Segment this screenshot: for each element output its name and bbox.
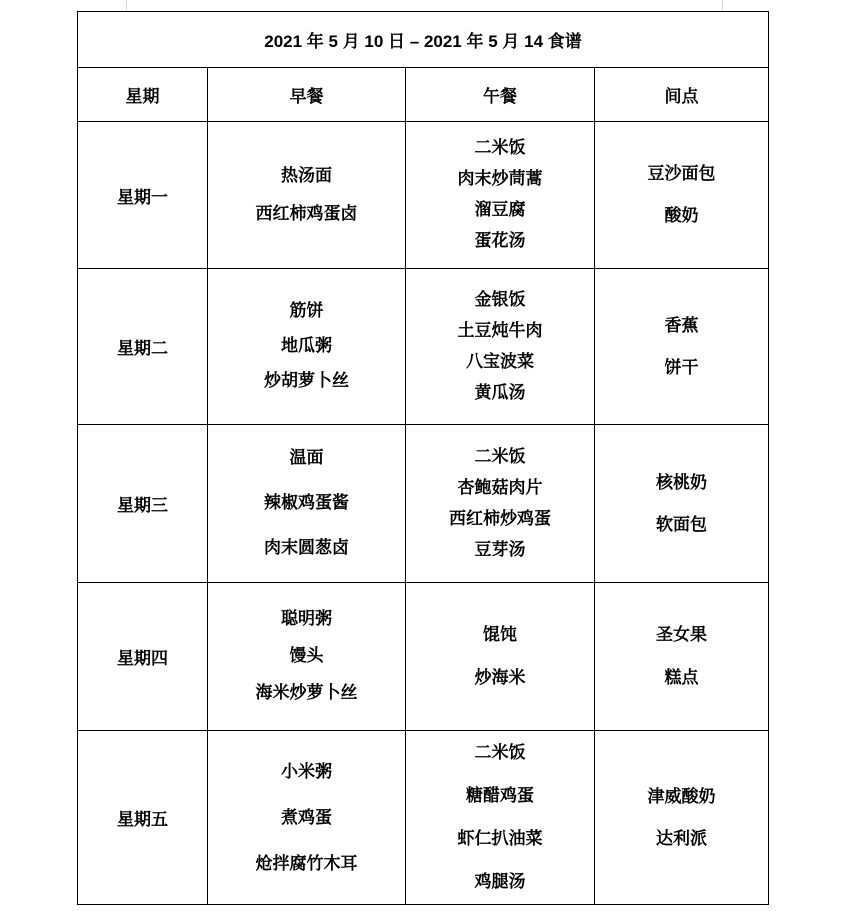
menu-item: 西红柿鸡蛋卤 (255, 204, 358, 224)
lunch-cell (406, 731, 595, 905)
menu-item: 二米饭 (474, 742, 526, 763)
day-row (78, 122, 769, 269)
menu-item: 八宝波菜 (466, 351, 534, 372)
menu-item: 煮鸡蛋 (281, 807, 332, 828)
menu-item: 豆沙面包 (647, 164, 716, 184)
snack-cell (595, 731, 769, 905)
menu-item: 软面包 (656, 514, 707, 535)
menu-item: 馒头 (289, 646, 324, 666)
header-breakfast: 早餐 (208, 68, 406, 122)
menu-item: 筋饼 (289, 301, 324, 321)
menu-item: 杏鲍菇肉片 (457, 477, 543, 498)
breakfast-cell (208, 583, 406, 731)
menu-item: 酸奶 (664, 206, 699, 226)
menu-item: 炝拌腐竹木耳 (255, 853, 358, 874)
menu-item: 炒海米 (474, 667, 526, 688)
menu-item: 糕点 (664, 667, 699, 688)
day-row (78, 731, 769, 905)
day-label: 星期五 (78, 731, 208, 905)
lunch-cell (406, 425, 595, 583)
snack-cell (595, 425, 769, 583)
menu-item: 黄瓜汤 (474, 382, 526, 403)
menu-item: 豆芽汤 (474, 539, 526, 560)
day-label: 星期四 (78, 583, 208, 731)
lunch-cell (406, 583, 595, 731)
menu-item: 虾仁扒油菜 (457, 828, 543, 849)
menu-item: 饼干 (664, 357, 699, 378)
menu-item: 热汤面 (281, 166, 332, 186)
menu-item: 西红柿炒鸡蛋 (449, 508, 551, 529)
menu-item: 炒胡萝卜丝 (264, 371, 349, 391)
day-row (78, 583, 769, 731)
breakfast-cell (208, 122, 406, 269)
lunch-cell (406, 122, 595, 269)
menu-item: 金银饭 (474, 289, 526, 310)
menu-item: 鸡腿汤 (474, 871, 526, 892)
menu-item: 圣女果 (656, 624, 707, 645)
snack-cell (595, 269, 769, 425)
menu-body (78, 122, 769, 905)
menu-item: 聪明粥 (281, 609, 332, 629)
breakfast-cell (208, 269, 406, 425)
breakfast-cell (208, 731, 406, 905)
menu-item: 土豆炖牛肉 (457, 320, 543, 341)
menu-item: 肉末圆葱卤 (264, 538, 349, 558)
menu-item: 达利派 (656, 828, 707, 849)
breakfast-cell (208, 425, 406, 583)
menu-item: 溜豆腐 (474, 200, 526, 220)
day-label: 星期一 (78, 122, 208, 269)
menu-item: 核桃奶 (656, 472, 707, 493)
header-snack: 间点 (595, 68, 769, 122)
day-label: 星期三 (78, 425, 208, 583)
menu-item: 二米饭 (474, 138, 526, 158)
snack-cell (595, 122, 769, 269)
menu-item: 馄饨 (483, 624, 517, 645)
menu-item: 海米炒萝卜丝 (255, 683, 358, 703)
day-row (78, 269, 769, 425)
header-row (78, 68, 769, 122)
day-label: 星期二 (78, 269, 208, 425)
menu-item: 肉末炒茼蒿 (457, 169, 543, 189)
menu-item: 蛋花汤 (474, 231, 526, 251)
snack-cell (595, 583, 769, 731)
day-row (78, 425, 769, 583)
menu-item: 香蕉 (664, 315, 699, 336)
menu-item: 小米粥 (281, 761, 332, 782)
header-day: 星期 (78, 68, 208, 122)
menu-item: 糖醋鸡蛋 (466, 785, 534, 806)
menu-item: 津威酸奶 (647, 786, 716, 807)
menu-item: 辣椒鸡蛋酱 (264, 493, 349, 513)
menu-item: 二米饭 (474, 446, 526, 467)
menu-item: 温面 (289, 448, 324, 468)
lunch-cell (406, 269, 595, 425)
menu-title: 2021 年 5 月 10 日 – 2021 年 5 月 14 食谱 (78, 12, 769, 68)
menu-item: 地瓜粥 (281, 336, 332, 356)
header-lunch: 午餐 (406, 68, 595, 122)
weekly-menu-table (77, 11, 769, 905)
